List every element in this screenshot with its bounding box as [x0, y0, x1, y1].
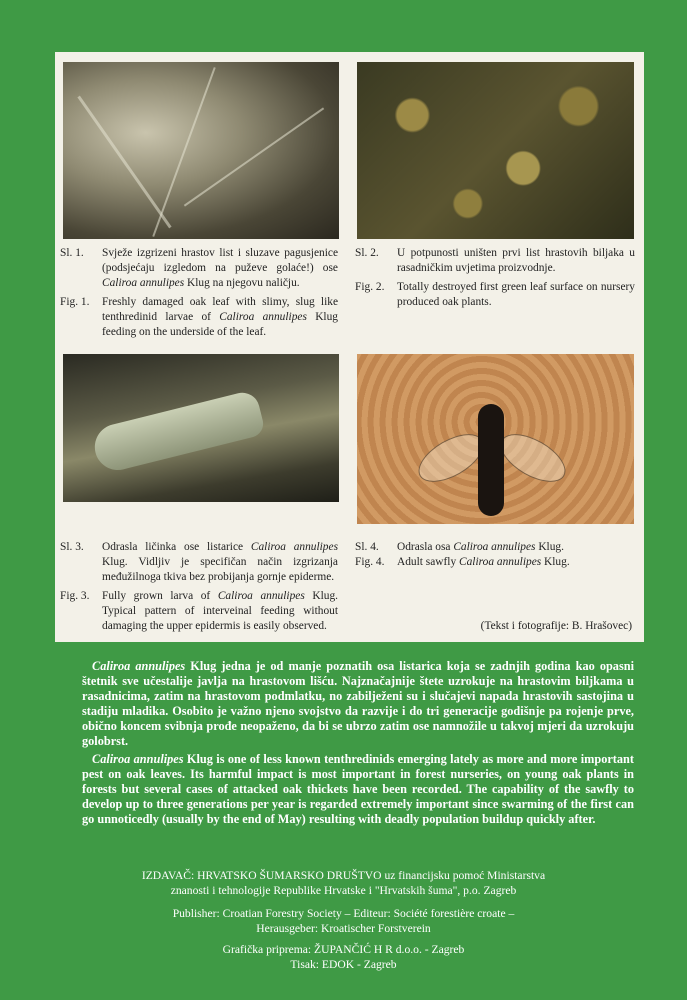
photo-destroyed-seedlings [357, 62, 634, 239]
photo-oak-leaf-larvae [63, 62, 339, 239]
publisher-multilingual: Publisher: Croatian Forestry Society – Editeur: Société forestière croate – Herausgeber: Kroatischer Forstverein [172, 907, 515, 935]
print-credits: Grafička priprema: ŽUPANČIĆ H R d.o.o. - Zagreb Tisak: EDOK - Zagreb [222, 943, 465, 971]
caption-figure-1: Sl. 1. Svježe izgrizeni hrastov list i sluzave pagusjenice (podsjećaju izgledom na puževe golaće!) ose Caliroa annulipes Klug na njegovu naličju. Fig. 1. Freshly damaged oak leaf with slimy, slug like tenthredinid larvae of Caliroa annulipes Klug feeding on the underside of the leaf. [60, 247, 338, 338]
paragraph-croatian: Caliroa annulipes Klug jedna je od manje poznatih osa listarica koja se zadnjih godina kao opasni štetnik sve učestalije javlja na hrastovom lišću. Najznačajnije štete uzrokuje na hrastovim biljkama u rasadnicima, zatim na hrastovom podmlatku, no zabilježeni su i slučajevi napada hrastovih sastojina u stadiju mladika. Osobito je važno njeno svojstvo da razvije i do tri generacije godišnje pa rojenje prve, obično koncem svibnja prođe neopaženo, da bi se ubrzo zatim ose namnožile u takvoj mjeri da uzrokuju golobrst. [82, 659, 634, 748]
photo-credit: (Tekst i fotografije: B. Hrašovec) [480, 620, 632, 632]
caption-figure-4: Sl. 4. Odrasla osa Caliroa annulipes Klug. Fig. 4. Adult sawfly Caliroa annulipes Klug. [355, 541, 570, 568]
caption-figure-3: Sl. 3. Odrasla ličinka ose listarice Caliroa annulipes Klug. Vidljiv je specifičan način izgrizanja međužilnoga tkiva bez probijanja gornje epiderme. Fig. 3. Fully grown larva of Caliroa annulipes Klug. Typical pattern of interveinal feeding without damaging the upper epidermis is easily observed. [60, 541, 338, 632]
figure-panel [55, 52, 644, 642]
photo-grown-larva [63, 354, 339, 502]
publisher-croatian: IZDAVAČ: HRVATSKO ŠUMARSKO DRUŠTVO uz financijsku pomoć Ministarstva znanosti i tehnologije Republike Hrvatske i "Hrvatskih šuma", p.o. Zagreb [141, 869, 546, 897]
caption-figure-2: Sl. 2. U potpunosti uništen prvi list hrastovih biljaka u rasadničkim uvjetima proizvodnje. Fig. 2. Totally destroyed first green leaf surface on nursery produced oak plants. [355, 247, 635, 308]
photo-adult-sawfly [357, 354, 634, 524]
paragraph-english: Caliroa annulipes Klug is one of less known tenthredinids emerging lately as more and more important pest on oak leaves. Its harmful impact is most important in forest nurseries, on young oak plants in forests but several cases of attacked oak thickets have been recorded. The capability of the sawfly to develop up to three generations per year is regarded extremely important since swarming of the first can go unnoticedly (usually by the end of May) resulting with deadly population buildup quickly after. [82, 752, 634, 826]
